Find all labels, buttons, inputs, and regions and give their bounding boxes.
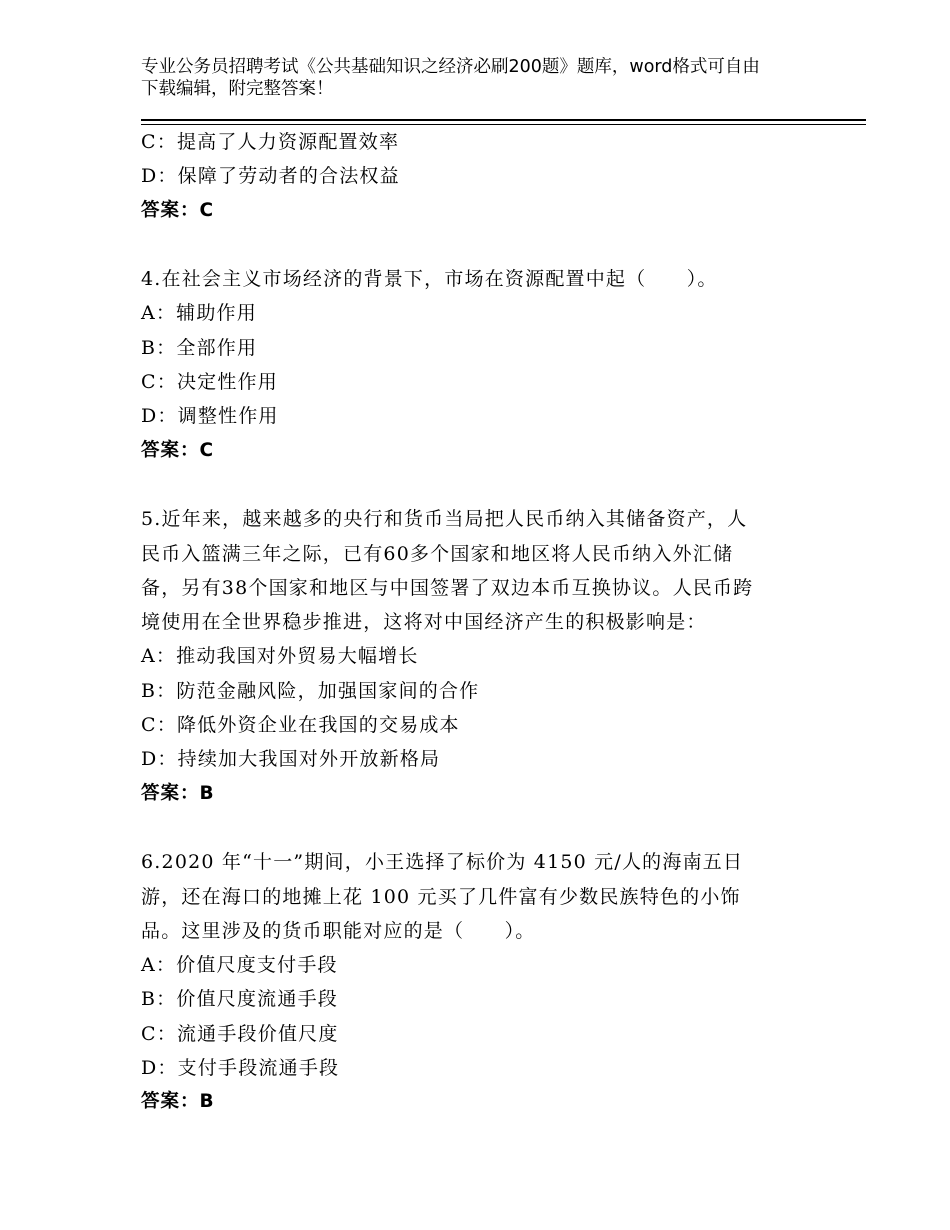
question-stem-line: 5.近年来，越来越多的央行和货币当局把人民币纳入其储备资产，人 [141,508,748,531]
header-line-2: 下载编辑，附完整答案！ [141,79,334,99]
option-b: B：价值尺度流通手段 [141,988,338,1011]
option-d: D：保障了劳动者的合法权益 [141,165,400,188]
question-stem-line: 6.2020 年“十一”期间，小王选择了标价为 4150 元/人的海南五日 [141,851,744,874]
question-4 [141,262,811,468]
page-header [141,56,821,100]
spacer [141,228,811,262]
option-d: D：支付手段流通手段 [141,1057,340,1080]
question-3-partial [141,125,811,228]
option-c: C：决定性作用 [141,371,278,394]
option-d: D：调整性作用 [141,405,279,428]
header-line-1: 专业公务员招聘考试《公共基础知识之经济必刷200题》题库，word格式可自由 [141,57,760,77]
answer: 答案：C [141,199,215,221]
question-5 [141,502,811,811]
option-b: B：全部作用 [141,336,258,359]
question-stem-line: 民币入篮满三年之际，已有60多个国家和地区将人民币纳入外汇储 [141,542,734,565]
option-d: D：持续加大我国对外开放新格局 [141,748,441,771]
spacer [141,811,811,845]
option-c: C：降低外资企业在我国的交易成本 [141,714,460,737]
question-stem: 4.在社会主义市场经济的背景下，市场在资源配置中起（ ）。 [141,268,718,291]
question-stem-line: 备，另有38个国家和地区与中国签署了双边本币互换协议。人民币跨 [141,576,754,599]
answer: 答案：B [141,1091,215,1113]
question-6 [141,845,811,1119]
header-rule-thick [141,119,866,121]
answer: 答案：C [141,439,215,461]
answer: 答案：B [141,782,215,804]
question-stem-line: 游，还在海口的地摊上花 100 元买了几件富有少数民族特色的小饰 [141,885,741,908]
spacer [141,468,811,502]
question-list [141,125,811,1120]
option-c: C：提高了人力资源配置效率 [141,131,400,153]
option-b: B：防范金融风险，加强国家间的合作 [141,679,480,702]
option-a: A：价值尺度支付手段 [141,954,338,977]
option-a: A：推动我国对外贸易大幅增长 [141,645,419,668]
option-a: A：辅助作用 [141,302,257,325]
option-c: C：流通手段价值尺度 [141,1022,339,1045]
question-stem-line: 境使用在全世界稳步推进，这将对中国经济产生的积极影响是： [141,611,707,634]
question-stem-line: 品。这里涉及的货币职能对应的是（ ）。 [141,919,536,942]
